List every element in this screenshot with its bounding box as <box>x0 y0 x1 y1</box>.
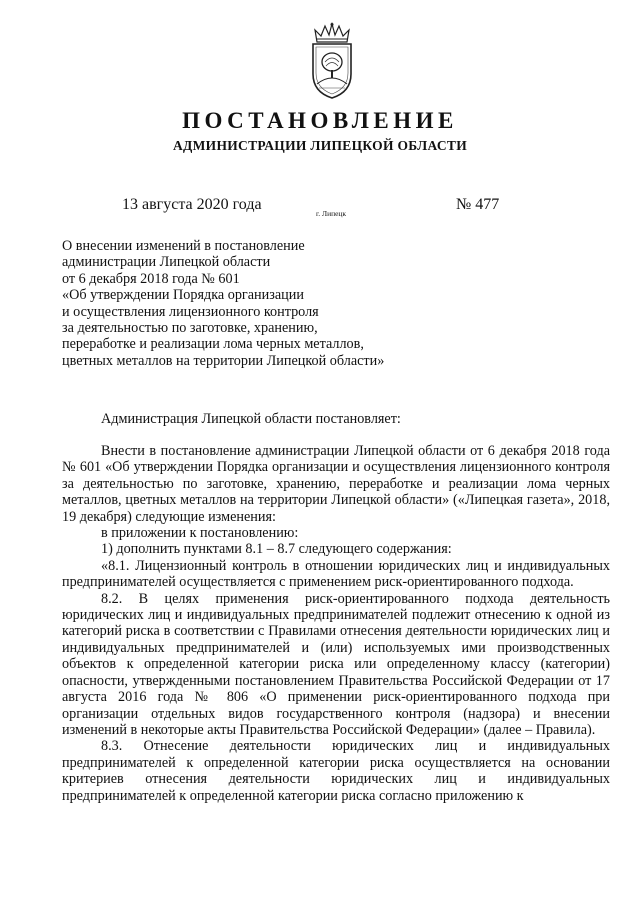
document-date: 13 августа 2020 года <box>122 196 262 213</box>
heading-line: от 6 декабря 2018 года № 601 <box>62 270 240 287</box>
body-paragraph: Внести в постановление администрации Липецкой области от 6 декабря 2018 года № 601 «Об утверждении Порядка организации и осуществления лицензионного контроля за деятельностью по заготовке, хранению, переработке и реализации лома черных металлов, цветных металлов на территории Липецкой области» («Липецкая газета», 2018, 19 декабря) следующие изменения: <box>62 443 610 525</box>
document-body <box>62 443 610 804</box>
body-paragraph: в приложении к постановлению: <box>101 525 299 542</box>
body-paragraph: 8.2. В целях применения риск-ориентированного подхода деятельность юридических лиц и индивидуальных предпринимателей подлежит отнесению к одной из категорий риска в соответствии с Правилами отнесения деятельности юридических лиц и индивидуальных предпринимателей и (или) используемых ими производственных объектов к определенной категории риска или определенному классу (категории) опасности, утвержденными постановлением Правительства Российской Федерации от 17 августа 2016 года № 806 «О применении риск-ориентированного подхода при организации отдельных видов государственного контроля (надзора) и внесении изменений в некоторые акты Правительства Российской Федерации» (далее – Правила). <box>62 590 610 738</box>
document-city: г. Липецк <box>316 209 347 218</box>
resolution-intro: Администрация Липецкой области постановляет: <box>101 411 401 427</box>
heading-line: администрации Липецкой области <box>62 254 271 271</box>
coat-of-arms-emblem <box>307 22 357 100</box>
heading-line: «Об утверждении Порядка организации <box>62 287 304 304</box>
heading-line: цветных металлов на территории Липецкой области» <box>62 352 385 369</box>
document-number: № 477 <box>456 196 500 213</box>
document-title: ПОСТАНОВЛЕНИЕ <box>182 108 458 133</box>
heading-line: О внесении изменений в постановление <box>62 238 305 254</box>
heading-line: переработке и реализации лома черных металлов, <box>62 336 364 353</box>
document-heading <box>62 238 442 369</box>
document-subtitle: АДМИНИСТРАЦИИ ЛИПЕЦКОЙ ОБЛАСТИ <box>172 138 468 153</box>
heading-line: и осуществления лицензионного контроля <box>62 303 319 320</box>
body-paragraph: «8.1. Лицензионный контроль в отношении юридических лиц и индивидуальных предпринимателей осуществляется с применением риск-ориентированного подхода. <box>62 557 610 591</box>
body-paragraph: 8.3. Отнесение деятельности юридических лиц и индивидуальных предпринимателей к определенной категории риска осуществляется на основании критериев отнесения деятельности юридических лиц и индивидуальных предпринимателей к определенной категории риска согласно приложению к <box>62 738 610 804</box>
heading-line: за деятельностью по заготовке, хранению, <box>62 320 318 337</box>
body-paragraph: 1) дополнить пунктами 8.1 – 8.7 следующего содержания: <box>101 541 452 558</box>
